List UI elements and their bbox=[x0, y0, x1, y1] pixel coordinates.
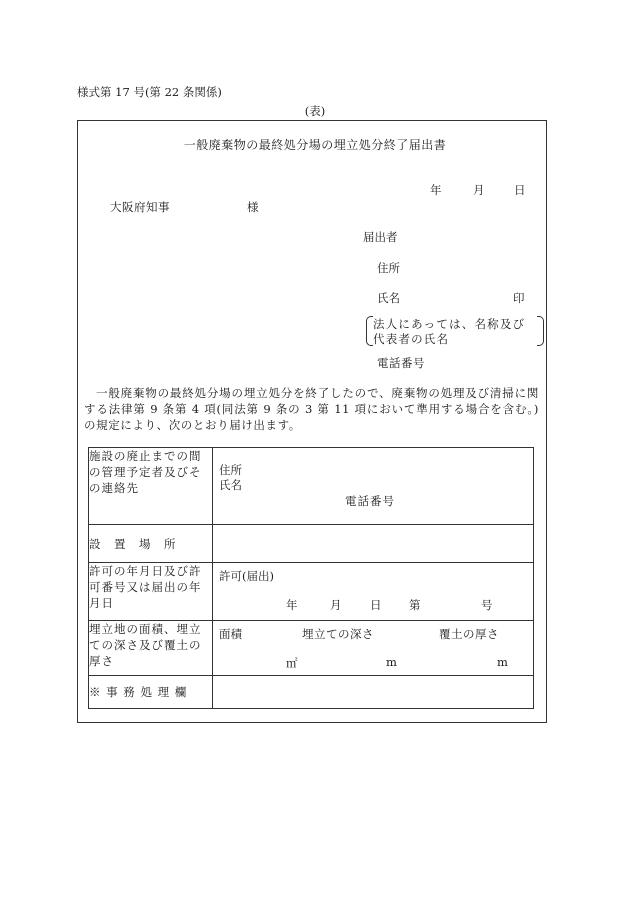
depth-unit: m bbox=[386, 655, 397, 669]
applicant-name-label: 氏名 bbox=[377, 291, 400, 305]
side-label: (表) bbox=[304, 104, 326, 118]
table-row bbox=[89, 448, 534, 525]
manager-address-label: 住所 bbox=[219, 463, 242, 477]
date-year: 年 bbox=[430, 183, 442, 197]
document-title: 一般廃棄物の最終処分場の埋立処分終了届出書 bbox=[183, 138, 447, 152]
permit-label: 許可の年月日及び許可番号又は届出の年月日 bbox=[89, 563, 213, 621]
permit-day: 日 bbox=[370, 598, 382, 612]
addressee-honorific: 様 bbox=[247, 200, 259, 214]
corporate-note-line1: 法人にあっては、名称及び bbox=[373, 317, 526, 331]
corporate-note-line2: 代表者の氏名 bbox=[373, 332, 450, 346]
note-bracket-right bbox=[537, 316, 544, 346]
permit-go: 号 bbox=[481, 598, 493, 612]
permit-dai: 第 bbox=[409, 598, 421, 612]
manager-label: 施設の廃止までの間の管理予定者及びその連絡先 bbox=[89, 448, 213, 525]
cover-label: 覆土の厚さ bbox=[439, 627, 499, 641]
date-month: 月 bbox=[473, 183, 485, 197]
location-label: 設 置 場 所 bbox=[89, 525, 213, 563]
landfill-label: 埋立地の面積、埋立ての深さ及び覆土の厚さ bbox=[89, 621, 213, 676]
permit-cell bbox=[213, 563, 534, 621]
applicant-address-label: 住所 bbox=[377, 261, 400, 275]
area-unit: ㎡ bbox=[286, 656, 298, 670]
note-bracket-left bbox=[366, 316, 373, 346]
table-row bbox=[89, 525, 534, 563]
location-cell bbox=[213, 525, 534, 563]
landfill-cell bbox=[213, 621, 534, 676]
addressee-name: 大阪府知事 bbox=[110, 200, 170, 214]
applicant-phone-label: 電話番号 bbox=[377, 356, 425, 370]
office-use-label: ※ 事 務 処 理 欄 bbox=[89, 676, 213, 709]
table-row bbox=[89, 676, 534, 709]
depth-label: 埋立ての深さ bbox=[302, 627, 374, 641]
permit-year: 年 bbox=[286, 598, 298, 612]
applicant-heading: 届出者 bbox=[363, 230, 398, 244]
details-table bbox=[88, 447, 534, 709]
permit-month: 月 bbox=[330, 598, 342, 612]
permit-type: 許可(届出) bbox=[219, 569, 274, 583]
manager-cell bbox=[213, 448, 534, 525]
seal-mark: 印 bbox=[513, 291, 525, 305]
table-row bbox=[89, 563, 534, 621]
manager-name-label: 氏名 bbox=[219, 478, 242, 492]
date-day: 日 bbox=[514, 183, 526, 197]
area-label: 面積 bbox=[219, 627, 242, 641]
office-use-cell bbox=[213, 676, 534, 709]
declaration-text: 一般廃棄物の最終処分場の埋立処分を終了したので、廃棄物の処理及び清掃に関する法律第 9 条第 4 項(同法第 9 条の 3 第 11 項において準用する場合を含む。)の規定により、次のとおり届け出ます。 bbox=[84, 386, 539, 432]
table-row bbox=[89, 621, 534, 676]
cover-unit: m bbox=[497, 655, 508, 669]
form-number: 様式第 17 号(第 22 条関係) bbox=[77, 85, 222, 99]
manager-phone-label: 電話番号 bbox=[345, 494, 395, 508]
